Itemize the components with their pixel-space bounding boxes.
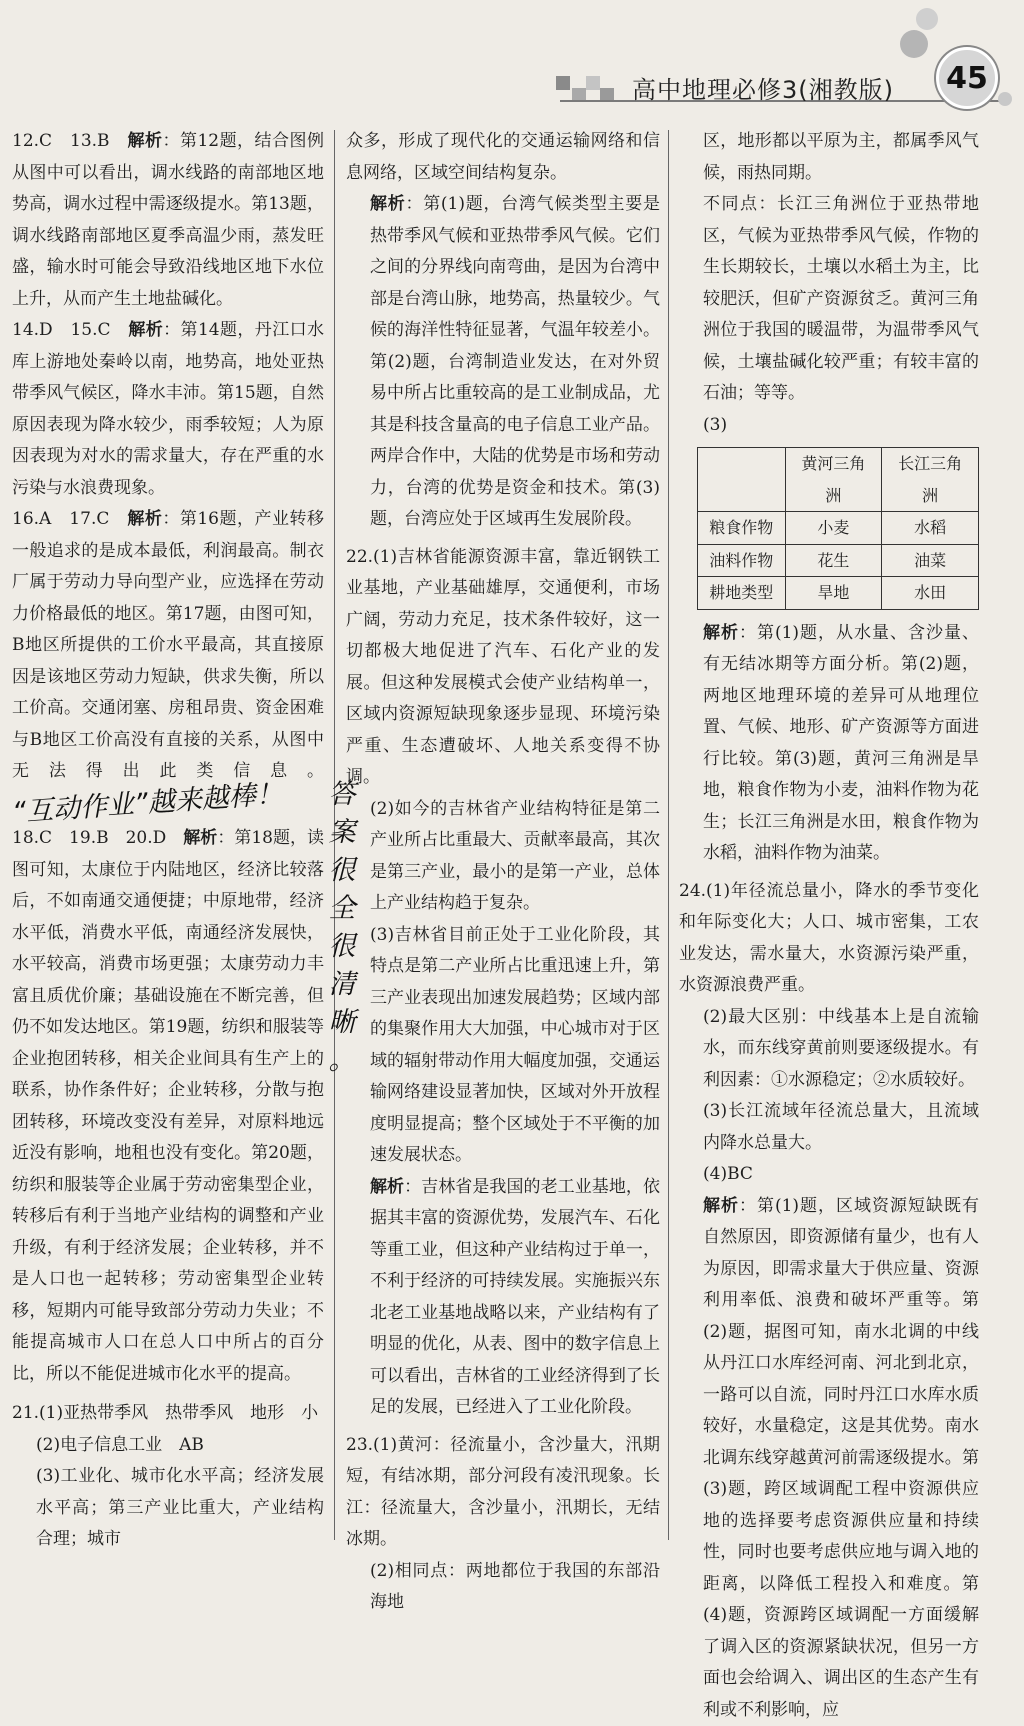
- table-cell: 油料作物: [698, 544, 786, 577]
- table-cell: 小麦: [785, 512, 882, 545]
- answer-block: 解析：第(1)题，台湾气候类型主要是热带季风气候和亚热带季风气候。它们之间的分界线向南弯曲，是因为台湾中部是台湾山脉，地势高，热量较少。气候的海洋性特征显著，气温年较差小。第(2)题，台湾制造业发达，在对外贸易中所占比重较高的是工业制成品，尤其是科技含量高的电子信息工业产品。两岸合作中，大陆的优势是市场和劳动力，台湾的优势是资金和技术。第(3)题，台湾应处于区域再生发展阶段。: [346, 189, 660, 536]
- decor-bubble: [900, 30, 928, 58]
- table-header-cell: 黄河三角洲: [785, 448, 882, 512]
- column-divider: [668, 130, 669, 1540]
- answer-block: (2)如今的吉林省产业结构特征是第二产业所占比重最大、贡献率最高，其次是第三产业，最小的是第一产业，总体上产业结构趋于复杂。: [346, 794, 660, 920]
- table-cell: 耕地类型: [698, 577, 786, 610]
- table-cell: 旱地: [785, 577, 882, 610]
- answer-block: 区，地形都以平原为主，都属季风气候，雨热同期。: [679, 126, 979, 189]
- answer-block: (3): [679, 410, 979, 442]
- answer-column-3: [679, 126, 979, 1726]
- table-header-cell: 长江三角洲: [882, 448, 979, 512]
- answer-block: (3)长江流域年径流总量大，且流域内降水总量大。: [679, 1096, 979, 1159]
- answer-block: (3)吉林省目前正处于工业化阶段，其特点是第二产业所占比重迅速上升，第三产业表现出加速发展趋势；区域内部的集聚作用大大加强，中心城市对于区域的辐射带动作用大幅度加强，交通运输网络建设显著加快，区域对外开放程度明显提高；整个区域处于不平衡的加速发展状态。: [346, 920, 660, 1172]
- answer-block: 解析：吉林省是我国的老工业基地，依据其丰富的资源优势，发展汽车、石化等重工业，但这种产业结构过于单一，不利于经济的可持续发展。实施振兴东北老工业基地战略以来，产业结构有了明显的优化，从表、图中的数字信息上可以看出，吉林省的工业经济得到了长足的发展，已经进入了工业化阶段。: [346, 1172, 660, 1424]
- table-row: [698, 512, 979, 545]
- book-title: 高中地理必修3(湘教版): [632, 70, 894, 105]
- answer-block: 不同点：长江三角洲位于亚热带地区，气候为亚热带季风气候，作物的生长期较长，土壤以水稻土为主，比较肥沃，但矿产资源贫乏。黄河三角洲位于我国的暖温带，为温带季风气候，土壤盐碱化较严重；有较丰富的石油；等等。: [679, 189, 979, 410]
- answer-block: (3)工业化、城市化水平高；经济发展水平高；第三产业比重大，产业结构合理；城市: [12, 1461, 324, 1556]
- table-cell: 水田: [882, 577, 979, 610]
- decor-bubble: [998, 92, 1012, 106]
- answer-column-2: [346, 126, 660, 1619]
- answer-block: 解析：第(1)题，从水量、含沙量、有无结冰期等方面分析。第(2)题，两地区地理环境的差异可从地理位置、气候、地形、矿产资源等方面进行比较。第(3)题，黄河三角洲是旱地，粮食作物为小麦，油料作物为花生；长江三角洲是水田，粮食作物为水稻，油料作物为油菜。: [679, 618, 979, 870]
- answer-block: (2)相同点：两地都位于我国的东部沿海地: [346, 1556, 660, 1619]
- table-cell: 水稻: [882, 512, 979, 545]
- table-cell: 粮食作物: [698, 512, 786, 545]
- answer-block: 众多，形成了现代化的交通运输网络和信息网络，区域空间结构复杂。: [346, 126, 660, 189]
- page-number-badge: [936, 47, 998, 109]
- table-header-row: [698, 448, 979, 512]
- answer-block: 18.C 19.B 20.D 解析：第18题，读图可知，太康位于内陆地区，经济比较落后，不如南通交通便捷；中原地带，经济水平低，消费水平低，南通经济发展快，水平较高，消费市场更强；太康劳动力丰富且质优价廉；基础设施在不断完善，但仍不如发达地区。第19题，纺织和服装等企业抱团转移，相关企业间具有生产上的联系，协作条件好；企业转移，分散与抱团转移，环境改变没有差异，对原料地远近没有影响，地租也没有变化。第20题，纺织和服装等企业属于劳动密集型企业，转移后有利于当地产业结构的调整和产业升级，有利于经济发展；企业转移，并不是人口也一起转移；劳动密集型企业转移，短期内可能导致部分劳动力失业；不能提高城市人口在总人口中所占的百分比，所以不能促进城市化水平的提高。: [12, 823, 324, 1390]
- page-number: 45: [946, 61, 988, 96]
- table-cell: [698, 448, 786, 512]
- answer-block: 24.(1)年径流总量小，降水的季节变化和年际变化大；人口、城市密集，工农业发达，需水量大，水资源污染严重，水资源浪费严重。: [679, 876, 979, 1002]
- answer-block: 21.(1)亚热带季风 热带季风 地形 小: [12, 1398, 324, 1430]
- answer-block: 22.(1)吉林省能源资源丰富，靠近钢铁工业基地，产业基础雄厚，交通便利，市场广阔，劳动力充足，技术条件较好，这一切都极大地促进了汽车、石化产业的发展。但这种发展模式会使产业结构单一，区域内资源短缺现象逐步显现、环境污染严重、生态遭破坏、人地关系变得不协调。: [346, 542, 660, 794]
- table-row: [698, 544, 979, 577]
- answer-block: 23.(1)黄河：径流量小，含沙量大，汛期短，有结冰期，部分河段有凌汛现象。长江：径流量大，含沙量小，汛期长，无结冰期。: [346, 1430, 660, 1556]
- answer-block: (2)最大区别：中线基本上是自流输水，而东线穿黄前则要逐级提水。有利因素：①水源稳定；②水质较好。: [679, 1002, 979, 1097]
- table-cell: 花生: [785, 544, 882, 577]
- answer-block: (4)BC: [679, 1159, 979, 1191]
- answer-block: 解析：第(1)题，区域资源短缺既有自然原因，即资源储有量少，也有人为原因，即需求量大于供应量、资源利用率低、浪费和破坏严重等。第(2)题，据图可知，南水北调的中线从丹江口水库经河南、河北到北京，一路可以自流，同时丹江口水库水质较好，水量稳定，这是其优势。南水北调东线穿越黄河前需逐级提水。第(3)题，跨区域调配工程中资源供应地的选择要考虑资源供应量和持续性，同时也要考虑供应地与调入地的距离，以降低工程投入和难度。第(4)题，资源跨区域调配一方面缓解了调入区的资源紧缺状况，但另一方面也会给调入、调出区的生态产生有利或不利影响，应: [679, 1191, 979, 1726]
- answer-block: 14.D 15.C 解析：第14题，丹江口水库上游地处秦岭以南，地势高，地处亚热带季风气候区，降水丰沛。第15题，自然原因表现为降水较少，雨季较短；人为原因表现为对水的需求量大，存在严重的水污染与水浪费现象。: [12, 315, 324, 504]
- comparison-table: [697, 447, 979, 610]
- answer-column-1: [12, 126, 324, 1556]
- answer-block: 16.A 17.C 解析：第16题，产业转移一般追求的是成本最低，利润最高。制衣厂属于劳动力导向型产业，应选择在劳动力价格最低的地区。第17题，由图可知，B地区所提供的工价水平最高，其直接原因是该地区劳动力短缺，供求失衡，所以工价高。交通闭塞、房租昂贵、资金困难与B地区工价高没有直接的关系，从图中无法得出此类信息。“互动作业”越来越棒！: [12, 504, 324, 823]
- handwritten-comment: “互动作业”越来越棒！: [11, 778, 284, 828]
- table-cell: 油菜: [882, 544, 979, 577]
- answer-block: (2)电子信息工业 AB: [12, 1430, 324, 1462]
- handwritten-vertical-comment: 答 案 很 全 很 清 晰 。: [322, 776, 362, 1080]
- answer-block: 12.C 13.B 解析：第12题，结合图例从图中可以看出，调水线路的南部地区地势高，调水过程中需逐级提水。第13题，调水线路南部地区夏季高温少雨，蒸发旺盛，输水时可能会导致沿线地区地下水位上升，从而产生土地盐碱化。: [12, 126, 324, 315]
- page-header: [0, 0, 1024, 120]
- table-row: [698, 577, 979, 610]
- decor-bubble: [916, 8, 938, 30]
